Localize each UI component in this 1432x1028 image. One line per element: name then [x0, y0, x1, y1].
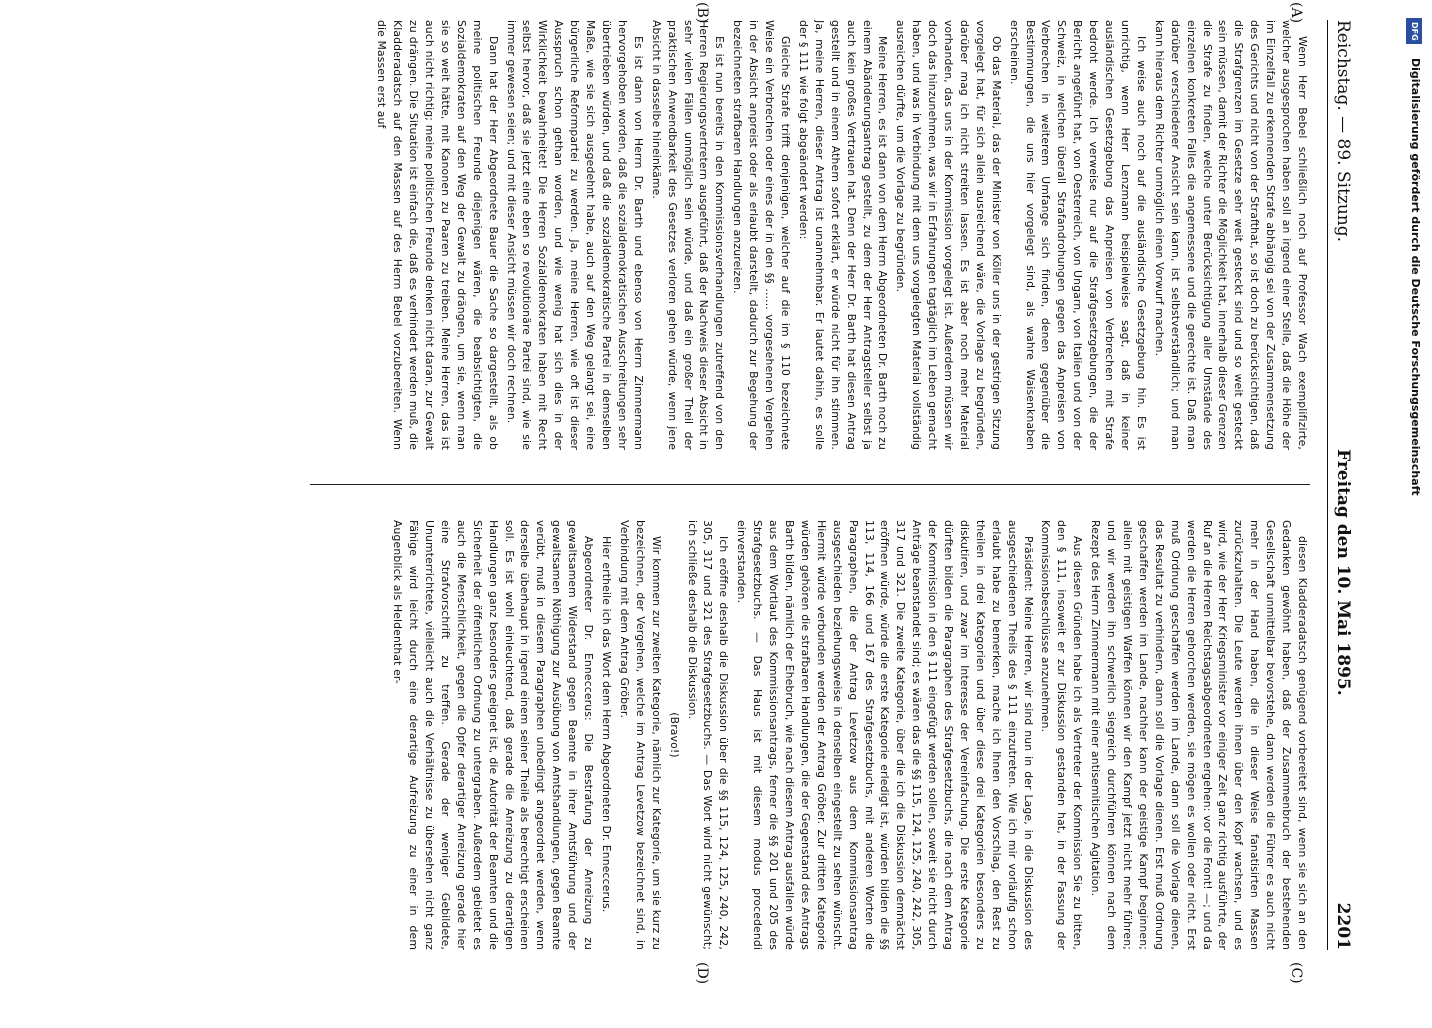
paragraph: Ob das Material, das der Minister von Köller uns in der gestrigen Sitzung vorgelegt hat, für sich allein ausreichend wäre, die Vorlage zu begründen, darüber mag ich nicht streiten lassen. Es ist aber noch mehr Material vorhanden, das uns in der Kommission vorgelegt ist. Außerdem müssen wir doch das hinzunehmen, was wir in Erfahrungen tagtäglich im Leben gemacht haben, und was in Verbindung mit dem uns vorgelegten Material vollständig ausreichen dürfte, um die Vorlage zu begründen.: [894, 20, 1003, 450]
paragraph: Meine Herren, es ist dann von dem Herrn Abgeordneten Dr. Barth noch zu einem Abänderungsantrag gestellt, zu dem der Herr Antragsteller selbst ja auch kein großes Vertrauen hat. Denn der Herr Dr. Barth hat diesen Antrag gestellt und in einem Athem sofort erklärt, er würde nicht für ihn stimmen. Ja, meine Herren, dieser Antrag ist unannehmbar. Er lautet dahin, es solle der § 111 wie folgt abgeändert werden:: [796, 20, 890, 450]
paragraph-president: Präsident: Meine Herren, wir sind nun in der Lage, in die Diskussion des ausgeschiedenen Theils des § 111 einzutreten. Wie ich mir vorläufig schon erlaubt habe zu bemerken, mache ich Ihnen den Vorschlag, den Rest zu theilen in drei Kategorien und über diese drei Kategorien besonders zu diskutiren, und zwar im Interesse der Vereinfachung. Die erste Kategorie dürften bilden die Paragraphen des Strafgesetzbuchs, die nach dem Antrag der Kommission in den § 111 eingefügt werden sollen, soweit sie nicht durch Anträge beanstandet sind; es wären das die §§ 115, 124, 125, 240, 242, 305, 317 und 321. Die zweite Kategorie, über die ich die Diskussion demnächst eröffnen würde, würde die erste Kategorie erledigt ist, würden bilden die §§ 113, 114, 166 und 167 des Strafgesetzbuchs, mit anderen Worten die Paragraphen, die der Antrag Levetzow aus dem Kommissionsantrag ausgeschieden beziehungsweise in denselben eingestellt zu sehen wünscht. Hiermit würde verbunden werden der Antrag Gröber. Zur dritten Kategorie würden gehören die strafbaren Handlungen, die der Gegenstand des Antrags Barth bilden, nämlich der Ehebruch, wie nach diesem Antrag ausfallen würde aus dem Wortlaut des Kommissionsantrags, ferner die §§ 201 und 205 des Strafgesetzbuchs. — Das Haus ist mit diesem modus procedendi einverstanden.: [735, 520, 1035, 950]
paragraph-quoted-amendment: Gleiche Strafe trifft denjenigen, welcher auf die im § 110 bezeichnete Weise ein Verbrechen oder eines der in den §§ ...... vorgesehenen Vergehen in der Absicht anpreist oder als erlaubt darstellt, dadurch zur Begehung der bezeichneten strafbaren Handlungen anzureizen.: [731, 20, 792, 450]
paragraph: Ich weise auch noch auf die ausländische Gesetzgebung hin. Es ist unrichtig, wenn Herr Lenzmann beispielweise sagt, daß in keiner ausländischen Gesetzgebung das Anpreisen von Verbrechen mit Strafe bedroht werde. Ich verweise nur auf die Strafgesetzgebungen, die der Bericht angeführt hat, von Oesterreich, von Ungarn, von Italien und von der Schweiz, in welchen überall Strafandrohungen gegen das Anpreisen von Verbrechen in weiterem Umfange sich finden, denen gegenüber die Bestimmungen, die uns hier vorgelegt sind, als wahre Waisenknaben erscheinen.: [1007, 20, 1148, 450]
header-date: Freitag den 10. Mai 1895.: [1333, 449, 1353, 696]
paragraph: Dann hat der Herr Abgeordnete Bauer die Sache so dargestellt, als ob meine politischen Freunde diejenigen wären, die beabsichtigten, die Sozialdemokraten auf den Weg der Gewalt zu drängen, um sie, wenn man sie so weit hätte, mit Kanonen zu Paaren zu treiben. Meine Herren, das ist auch nicht richtig; meine politischen Freunde denken nicht daran, zur Gewalt zu drängen. Die Situation ist einfach die, daß es verhindert werden muß, die Kladderadatsch auf den Massen auf des Herrn Bebel vorzubereiten. Wenn die Massen erst auf: [375, 20, 500, 450]
margin-marker-d: (D): [694, 962, 710, 985]
paragraph: diesen Kladderadatsch genügend vorbereitet sind, wenn sie sich an den Gedanken gewöhnt haben, daß der Zusammenbruch der bestehenden Gesellschaft unmittelbar bevorstehe, dann werden die Führer es auch nicht mehr in der Hand haben, die in dieser Weise fanatisirten Massen zurückzuhalten. Die Leute werden ihnen über den Kopf wachsen, und es wird, wie der Herr Kriegsminister vor einiger Zeit ganz richtig ausführte, der Ruf an die Herren Reichstagsabgeordneten ergehen: vor die Front! —; und da werden die Herren gehorchen werden, sie mögen es wollen oder nicht. Erst muß Ordnung geschaffen werden im Lande, dann soll die Vorlage dienen, das Resultat zu verhindern, dann soll die Vorlage dienen. Erst muß Ordnung geschaffen werden im Lande, nachher kann der geistige Kampf beginnen; allein mit geistigen Waffen können wir den Kampf jetzt nicht mehr führen; und wir werden ihn schwerlich siegreich durchführen können nach dem Rezept des Herrn Zimmermann mit einer antisemitischen Agitation.: [1089, 520, 1309, 950]
dfg-side-strip: [1404, 18, 1426, 988]
paragraph-speech: Abgeordneter Dr. Enneccerus: Die Bestrafung der Anreizung zu gewaltsamem Widerstand gegen Beamte in ihrer Amtsführung und der gewaltsamen Nöthigung zur Ausübung von Amtshandlungen, gegen Beamte verübt, muß in diesem Paragraphen unbedingt angeordnet werden, wenn derselbe überhaupt in irgend einem seiner Theile als berechtigt erscheinen soll. Es ist wohl einleuchtend, daß gerade die Anreizung zu derartigen Handlungen ganz besonders geeignet ist, die Autorität der Beamten und die Sicherheit der öffentlichen Ordnung zu untergraben. Außerdem gebietet es auch die Menschlichkeit, gegen die Opfer derartiger Anreizung gerade hier eine Strafvorschrift zu treffen. Gerade der weniger Gebildete, Unumterrichtete, vielleicht auch die Verhältnisse zu übersehen nicht ganz Fähige wird leicht durch eine derartige Aufreizung zu einer in dem Augenblick als Heldenthat er-: [391, 520, 596, 950]
column-divider: [310, 484, 1310, 485]
header-left: Reichstag. — 89. Sitzung.: [1333, 20, 1353, 243]
paragraph: Aus diesen Gründen habe ich als Vertreter der Kommission Sie zu bitten, den § 111, insoweit er zur Diskussion gestanden hat, in der Fassung der Kommissionsbeschlüsse anzunehmen.: [1039, 520, 1085, 950]
page-number: 2201: [1333, 902, 1353, 950]
page-header: [1327, 20, 1358, 950]
paragraph: Ich eröffne deshalb die Diskussion über die §§ 115, 124, 125, 240, 242, 305, 317 und 321 des Strafgesetzbuchs. — Das Wort wird nicht gewünscht; ich schließe deshalb die Diskussion.: [685, 520, 731, 950]
margin-marker-c: (C): [1288, 962, 1304, 984]
digitization-credit: Digitalisierung gefördert durch die Deutsche Forschungsgemeinschaft: [1409, 58, 1422, 496]
paragraph: Hier ertheile ich das Wort dem Herrn Abgeordneten Dr. Enneccerus.: [600, 536, 614, 913]
margin-marker-a: (A): [1288, 2, 1304, 24]
paragraph: Wir kommen zur zweiten Kategorie, nämlich zur Kategorie, um sie kurz zu bezeichnen, der Vergehen, welche im Antrag Levetzow bezeichnet sind, in Verbindung mit dem Antrag Gröber.: [617, 520, 663, 950]
paragraph: Wenn Herr Bebel schließlich noch auf Professor Wach exemplifizirte, welcher ausgesprochen haben soll an irgend einer Stelle, daß die Höhe der im Einzelfall zu erkennenden Strafe abhängig sei von der Zusammensetzung des Gerichts und nicht von der Strafthat, so ist doch zu berücksichtigen, daß die Strafgrenzen im Gesetze sehr weit gesteckt sind und so weit gesteckt sein müssen, damit der Richter die Möglichkeit hat, innerhalb dieser Grenzen die Strafe zu finden, welche unter Berücksichtigung aller Umstände des einzelnen konkreten Falles die angemessene und die gerechte ist. Daß man darüber verschiedener Ansicht sein kann, ist selbstverständlich; und man kann hieraus dem Richter unmöglich einen Vorwurf machen.: [1152, 20, 1309, 450]
paragraph: Es ist dann von Herrn Dr. Barth und ebenso von Herrn Zimmermann hervorgehoben worden, daß die sozialdemokratischen Ausschreitungen sehr übertrieben würden, und daß die sozialdemokratische Partei in demselben Maße, wie sie sich ausgedehnt habe, auch auf den Weg gelangt sei, eine bürgerliche Reformpartei zu werden. Ja, meine Herren, wie oft ist dieser Ausspruch schon gethan worden, und wie wenig hat sich dies in der Wirklichkeit bewahrheitet! Die Herren Sozialdemokraten haben mit Recht selbst hervor, daß sie jetzt eine eben so revolutionäre Partei sind, wie sie immer gewesen seien; und mit dieser Ansicht müssen wir doch rechnen.: [504, 20, 645, 450]
dfg-logo: DFG: [1406, 18, 1422, 44]
left-text-column: [310, 20, 1310, 450]
right-text-column: [310, 520, 1310, 950]
margin-marker-b: (B): [694, 2, 710, 24]
applause-note: (Bravo!): [667, 712, 681, 758]
paragraph: Es ist nun bereits in den Kommissionsverhandlungen zutreffend von den Herren Regierungsvertretern ausgeführt, daß der Nachweis dieser Absicht in sehr vielen Fällen unmöglich sein würde, und daß ein großer Theil der praktischen Anwendbarkeit des Gesetzes verloren gehen würde, wenn jene Absicht in dasselbe hineinkäme.: [649, 20, 727, 450]
